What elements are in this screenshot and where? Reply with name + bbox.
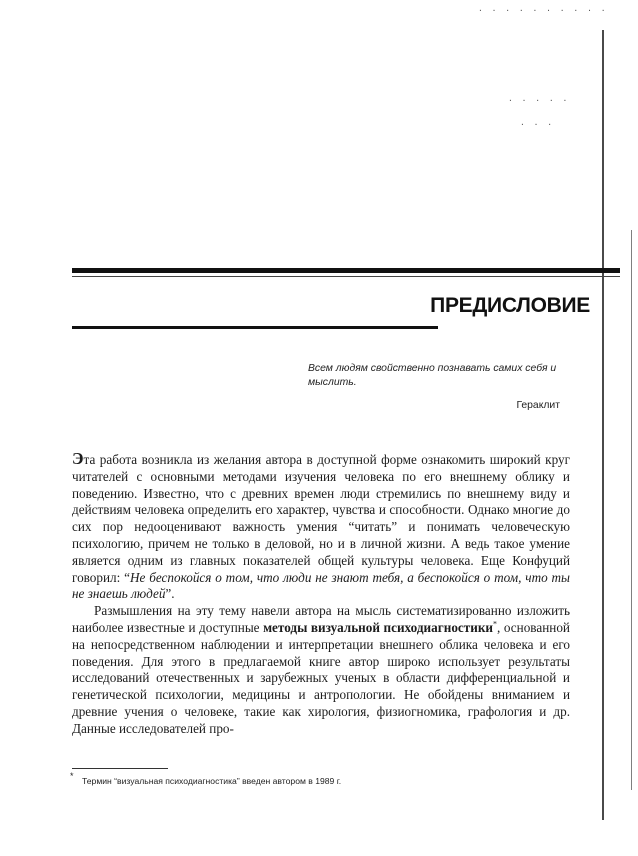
paragraph-2-rest: , основанной на непосредственном наблюдении и интерпретации внешнего облика человека и его поведения. Для этого в предлагаемой книге автор широко использует результаты исследований отечественных и зарубежных ученых в области дифференциальной и генетической психологии, медицины и антропологии. Не обойдены вниманием и древние учения о человеке, такие как хирология, физиогномика, графология и др. Данные исследователей про-	[72, 619, 570, 736]
chapter-title: ПРЕДИСЛОВИЕ	[430, 294, 590, 317]
footnote-rule	[72, 768, 168, 769]
paragraph-2	[72, 603, 570, 737]
paragraph-1-text: та работа возникла из желания автора в доступной форме ознакомить широкий круг читателей с основными методами изучения человека по его внешнему облику и поведению. Известно, что с древних времен люди стремились по внешнему виду и действиям человека определить его характер, чувства и способности. Однако многие до сих пор недооценивают важность умения “читать” и понимать человеческую психологию, причем не только в деловой, но и в личной жизни. А ведь такое умение является одним из главных показателей общей культуры человека. Еще Конфуций говорил: “	[72, 452, 570, 585]
header-rule-thin	[72, 276, 620, 277]
confucius-quote: Не беспокойся о том, что люди не знают тебя, а беспокойся о том, что ты не знаешь людей	[72, 569, 570, 602]
scan-edge-line	[602, 30, 604, 820]
epigraph-quote: Всем людям свойственно познавать самих себя и мыслить.	[308, 363, 557, 388]
scan-speckle: · · ·	[520, 120, 555, 129]
scan-speckle: · · · · ·	[508, 96, 570, 105]
paragraph-1-end: ”.	[165, 586, 175, 602]
footnote-text: Термин “визуальная психодиагностика” введен автором в 1989 г.	[82, 776, 342, 786]
header-rule-thick	[72, 268, 620, 273]
drop-cap: Э	[72, 449, 84, 468]
footnote-mark: *	[70, 771, 74, 781]
title-underline-rule	[72, 326, 438, 329]
scan-edge-line-outer	[631, 230, 632, 790]
epigraph-author: Гераклит	[516, 400, 560, 411]
footnote	[70, 771, 552, 786]
paragraph-2-text: Размышления на эту тему навели автора на мысль систематизированно изложить наиболее известные и доступные	[72, 603, 570, 635]
method-term: методы визуальной психодиагностики	[263, 619, 494, 635]
scan-speckle: · · · · · · · · · ·	[478, 6, 608, 15]
footnote-ref[interactable]: *	[493, 619, 498, 629]
paragraph-1	[72, 451, 570, 603]
body-text	[72, 451, 570, 738]
